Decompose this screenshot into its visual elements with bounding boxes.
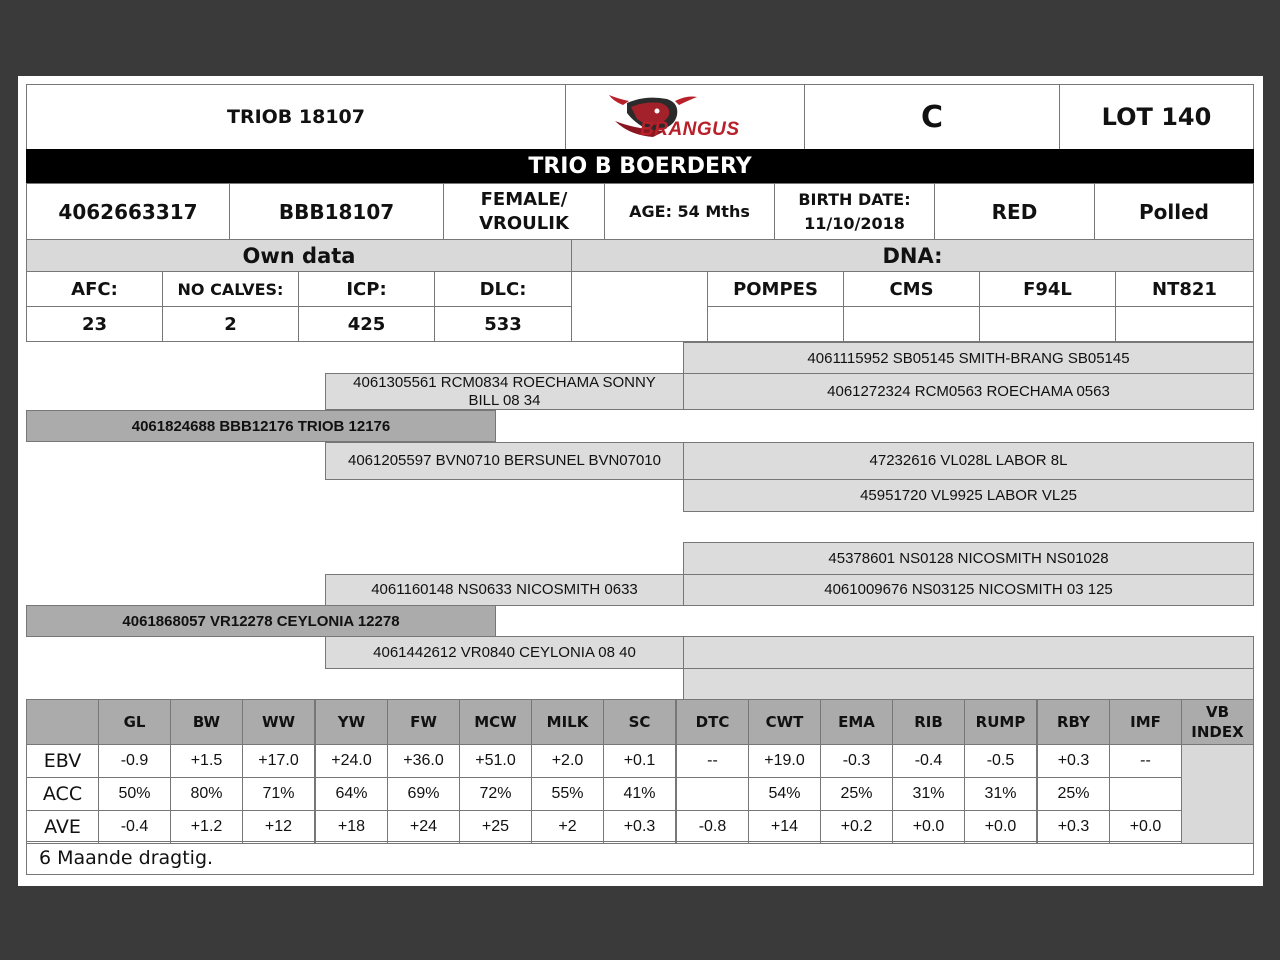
ebv-header-imf	[1109, 699, 1182, 745]
pedigree-text: 45378601 NS0128 NICOSMITH NS01028	[828, 549, 1109, 567]
ebv-cell-text: 72%	[479, 785, 512, 802]
ebv-cell	[98, 810, 171, 844]
ebv-row-label-ebv-text: EBV	[43, 750, 82, 772]
ebv-cell	[964, 777, 1037, 811]
ebv-cell-text: +1.2	[190, 818, 223, 835]
ebv-cell-text: -0.3	[842, 752, 871, 769]
pedigree-sire-sire-dam	[683, 373, 1254, 410]
ebv-cell-text: 64%	[335, 785, 368, 802]
animal-id	[26, 84, 566, 150]
ebv-cell-text: +25	[481, 818, 510, 835]
ebv-cell-text: -0.4	[914, 752, 943, 769]
ebv-header-ema	[820, 699, 893, 745]
ebv-cell-text: 50%	[118, 785, 151, 802]
ebv-cell	[315, 777, 388, 811]
ebv-cell-text: +1.5	[190, 752, 223, 769]
lot-text: LOT 140	[1101, 103, 1212, 131]
own-data-header-icp	[298, 271, 435, 307]
ebv-header-rib	[892, 699, 965, 745]
ebv-cell	[459, 810, 532, 844]
ebv-cell	[459, 744, 532, 778]
dna-header-label: POMPES	[733, 278, 818, 300]
own-data-value-afc	[26, 306, 163, 342]
ebv-cell	[748, 810, 821, 844]
ebv-cell	[1109, 777, 1182, 811]
ebv-header-corner	[26, 699, 99, 745]
ebv-header-rby	[1037, 699, 1110, 745]
ebv-cell	[459, 777, 532, 811]
ebv-header-ww-text: WW	[261, 713, 296, 731]
ebv-cell-text: 31%	[912, 785, 945, 802]
pedigree-text: 47232616 VL028L LABOR 8L	[869, 452, 1068, 469]
ebv-header-yw	[315, 699, 388, 745]
pedigree-text: 4061205597 BVN0710 BERSUNEL BVN07010	[348, 452, 661, 469]
ebv-header-bw	[170, 699, 243, 745]
ebv-row-label-ebv	[26, 744, 99, 778]
ebv-cell	[170, 777, 243, 811]
own-data-header-calves	[162, 271, 299, 307]
ebv-cell	[242, 744, 315, 778]
ebv-cell-text: -0.8	[698, 818, 727, 835]
pedigree-text: 45951720 VL9925 LABOR VL25	[860, 486, 1077, 504]
ebv-header-gl-text: GL	[123, 713, 146, 731]
horn-status	[1094, 183, 1254, 240]
pedigree-text: 4061272324 RCM0563 ROECHAMA 0563	[827, 382, 1110, 400]
ebv-cell-text: +0.0	[1129, 818, 1162, 835]
ebv-cell	[170, 810, 243, 844]
ebv-header-ww	[242, 699, 315, 745]
note-text: 6 Maande dragtig.	[39, 847, 214, 869]
herd-id-text: BBB18107	[278, 199, 395, 224]
note-row	[26, 841, 1254, 875]
ebv-header-bw-text: BW	[192, 713, 221, 731]
pedigree-dam-sire-sire	[683, 542, 1254, 575]
ebv-header-ema-text: EMA	[838, 713, 875, 731]
ebv-cell-text: +19.0	[764, 752, 805, 769]
ebv-cell-text: 41%	[623, 785, 656, 802]
pedigree-text: 4061442612 VR0840 CEYLONIA 08 40	[373, 643, 636, 661]
pedigree-dam-sire-dam	[683, 574, 1254, 606]
dna-header-label: NT821	[1152, 278, 1217, 300]
pedigree-text: 4061824688 BBB12176 TRIOB 12176	[131, 417, 391, 435]
ebv-cell	[676, 777, 749, 811]
ebv-cell	[170, 744, 243, 778]
ebv-header-cwt-text: CWT	[765, 713, 804, 731]
ebv-cell	[676, 810, 749, 844]
ebv-cell-text: +18	[337, 818, 366, 835]
ebv-cell-text: 55%	[551, 785, 584, 802]
ebv-cell-text: 71%	[262, 785, 295, 802]
age-text: AGE: 54 Mths	[629, 202, 750, 221]
dna-header-pompes	[707, 271, 844, 307]
own-data-value-dlc	[434, 306, 572, 342]
ebv-cell	[892, 744, 965, 778]
ebv-cell	[531, 744, 604, 778]
ebv-cell	[1037, 744, 1110, 778]
ebv-cell-text: 54%	[768, 785, 801, 802]
ebv-cell	[603, 810, 676, 844]
colour-text: RED	[991, 199, 1038, 224]
pedigree-sire-dam-sire	[683, 442, 1254, 480]
ebv-cell-text: 31%	[984, 785, 1017, 802]
own-data-value: 425	[347, 313, 386, 335]
ebv-cell	[603, 744, 676, 778]
ebv-cell	[820, 777, 893, 811]
vb-index-value	[1181, 744, 1254, 844]
ebv-cell-text: -0.5	[986, 752, 1015, 769]
ebv-cell	[531, 810, 604, 844]
ebv-header-sc-text: SC	[628, 713, 651, 731]
reg-no-text: 4062663317	[58, 199, 198, 224]
ebv-cell-text: 25%	[840, 785, 873, 802]
ebv-cell-text: 69%	[407, 785, 440, 802]
ebv-cell-text: +0.0	[912, 818, 945, 835]
grade-text: C	[920, 99, 944, 135]
ebv-header-fw	[387, 699, 460, 745]
dna-value-f94l	[979, 306, 1116, 342]
ebv-header-mcw-text: MCW	[474, 713, 517, 731]
ebv-cell-text: +0.2	[840, 818, 873, 835]
logo-wordmark: BRANGUS	[640, 119, 740, 140]
pedigree-dam-sire	[325, 574, 684, 606]
sex-line-1: FEMALE/	[480, 188, 568, 210]
dna-value-nt821	[1115, 306, 1254, 342]
ebv-header-rby-text: RBY	[1056, 713, 1091, 731]
lot-number	[1059, 84, 1254, 150]
ebv-header-yw-text: YW	[337, 713, 366, 731]
own-data-title-text: Own data	[242, 243, 356, 268]
dna-value-cms	[843, 306, 980, 342]
ebv-cell-text: +0.0	[984, 818, 1017, 835]
pedigree-sire-dam	[325, 442, 684, 480]
ebv-cell	[964, 744, 1037, 778]
animal-id-text: TRIOB 18107	[226, 106, 365, 128]
pedigree-text: 4061868057 VR12278 CEYLONIA 12278	[122, 612, 400, 630]
own-data-value-icp	[298, 306, 435, 342]
pedigree-dam-dam	[325, 636, 684, 669]
ebv-cell	[315, 744, 388, 778]
dna-header-label: CMS	[889, 278, 934, 300]
ebv-cell-text: --	[1140, 752, 1151, 769]
ebv-cell-text: 80%	[190, 785, 223, 802]
ebv-cell	[387, 777, 460, 811]
pedigree-sire-sire	[325, 373, 684, 410]
registration-number	[26, 183, 230, 240]
herd-id	[229, 183, 444, 240]
ebv-cell-text: --	[707, 752, 718, 769]
dna-blank	[571, 271, 708, 342]
ebv-cell-text: +14	[770, 818, 799, 835]
ebv-header-imf-text: IMF	[1130, 713, 1161, 731]
ebv-cell	[1109, 744, 1182, 778]
grade	[804, 84, 1060, 150]
ebv-cell	[242, 810, 315, 844]
ebv-cell	[676, 744, 749, 778]
pedigree-dam-dam-dam	[683, 668, 1254, 700]
ebv-cell-text: -0.9	[120, 752, 149, 769]
birth-date-value: 11/10/2018	[804, 213, 905, 233]
own-data-value: 2	[224, 313, 237, 335]
ebv-row-label-acc-text: ACC	[42, 783, 83, 805]
sex	[443, 183, 605, 240]
ebv-header-rump	[964, 699, 1037, 745]
ebv-header-cwt	[748, 699, 821, 745]
ebv-cell-text: +24.0	[331, 752, 372, 769]
ebv-header-milk-text: MILK	[546, 713, 589, 731]
ebv-header-dtc	[676, 699, 749, 745]
own-data-header-label: DLC:	[479, 278, 527, 300]
own-data-value: 533	[484, 313, 522, 335]
own-data-header-label: ICP:	[346, 278, 387, 300]
ebv-cell	[315, 810, 388, 844]
ebv-cell	[387, 810, 460, 844]
own-data-title	[26, 239, 572, 272]
ebv-cell	[820, 744, 893, 778]
ebv-cell-text: +0.3	[1057, 818, 1090, 835]
ebv-row-label-ave	[26, 810, 99, 844]
dna-header-f94l	[979, 271, 1116, 307]
brangus-logo	[565, 84, 805, 150]
ebv-cell	[98, 777, 171, 811]
ebv-row-label-ave-text: AVE	[44, 816, 81, 838]
ebv-header-vb-index	[1181, 699, 1254, 745]
ebv-cell-text: +36.0	[403, 752, 444, 769]
ebv-header-rump-text: RUMP	[975, 713, 1026, 731]
pedigree-text: 4061160148 NS0633 NICOSMITH 0633	[371, 581, 638, 598]
breeder-bar	[26, 149, 1254, 184]
own-data-header-dlc	[434, 271, 572, 307]
ebv-cell-text: +51.0	[475, 752, 516, 769]
horn-text: Polled	[1139, 199, 1209, 224]
ebv-cell-text: +0.3	[623, 818, 656, 835]
ebv-header-milk	[531, 699, 604, 745]
dna-header-nt821	[1115, 271, 1254, 307]
ebv-cell	[531, 777, 604, 811]
birth-date-label: BIRTH DATE:	[798, 189, 911, 209]
ebv-cell	[892, 810, 965, 844]
pedigree-text: 4061305561 RCM0834 ROECHAMA SONNY BILL 08 34	[353, 373, 656, 409]
ebv-cell-text: -0.4	[120, 818, 149, 835]
own-data-header-label: NO CALVES:	[177, 279, 284, 299]
pedigree-dam	[26, 605, 496, 637]
ebv-cell	[1037, 777, 1110, 811]
ebv-cell-text: +12	[264, 818, 293, 835]
own-data-header-afc	[26, 271, 163, 307]
ebv-cell	[748, 777, 821, 811]
ebv-cell	[748, 744, 821, 778]
ebv-cell	[892, 777, 965, 811]
ebv-cell	[820, 810, 893, 844]
dna-header-label: F94L	[1023, 278, 1072, 300]
dna-header-cms	[843, 271, 980, 307]
ebv-cell	[964, 810, 1037, 844]
ebv-row-label-acc	[26, 777, 99, 811]
ebv-cell	[1037, 810, 1110, 844]
ebv-cell	[242, 777, 315, 811]
pedigree-text: 4061115952 SB05145 SMITH-BRANG SB05145	[807, 349, 1130, 367]
ebv-cell-text: +2	[558, 818, 577, 835]
birth-date	[774, 183, 935, 240]
breeder-name: TRIO B BOERDERY	[528, 154, 752, 179]
pedigree-dam-dam-sire	[683, 636, 1254, 669]
ebv-cell-text: +0.3	[1057, 752, 1090, 769]
ebv-cell-text: +0.1	[623, 752, 656, 769]
ebv-header-mcw	[459, 699, 532, 745]
ebv-header-fw-text: FW	[410, 713, 437, 731]
ebv-cell-text: +24	[409, 818, 438, 835]
own-data-header-label: AFC:	[71, 278, 118, 300]
pedigree-text: 4061009676 NS03125 NICOSMITH 03 125	[824, 581, 1113, 598]
dna-title-text: DNA:	[882, 243, 943, 268]
ebv-cell	[98, 744, 171, 778]
ebv-cell	[603, 777, 676, 811]
ebv-header-gl	[98, 699, 171, 745]
own-data-value: 23	[81, 313, 108, 335]
vb-index-label: INDEX	[1191, 723, 1244, 741]
ebv-cell	[1109, 810, 1182, 844]
age	[604, 183, 775, 240]
pedigree-sire-dam-dam	[683, 479, 1254, 512]
vb-index-label: VB	[1205, 703, 1230, 721]
ebv-header-rib-text: RIB	[914, 713, 943, 731]
ebv-cell-text: +17.0	[258, 752, 299, 769]
pedigree-sire	[26, 410, 496, 442]
dna-title	[571, 239, 1254, 272]
ebv-cell-text: +2.0	[551, 752, 584, 769]
ebv-cell	[387, 744, 460, 778]
ebv-cell-text: 25%	[1057, 785, 1090, 802]
colour	[934, 183, 1095, 240]
dna-value-pompes	[707, 306, 844, 342]
own-data-value-calves	[162, 306, 299, 342]
pedigree-sire-sire-sire	[683, 342, 1254, 375]
ebv-header-sc	[603, 699, 676, 745]
ebv-header-dtc-text: DTC	[695, 713, 730, 731]
sex-line-2: VROULIK	[479, 212, 569, 234]
lot-card	[18, 76, 1263, 886]
